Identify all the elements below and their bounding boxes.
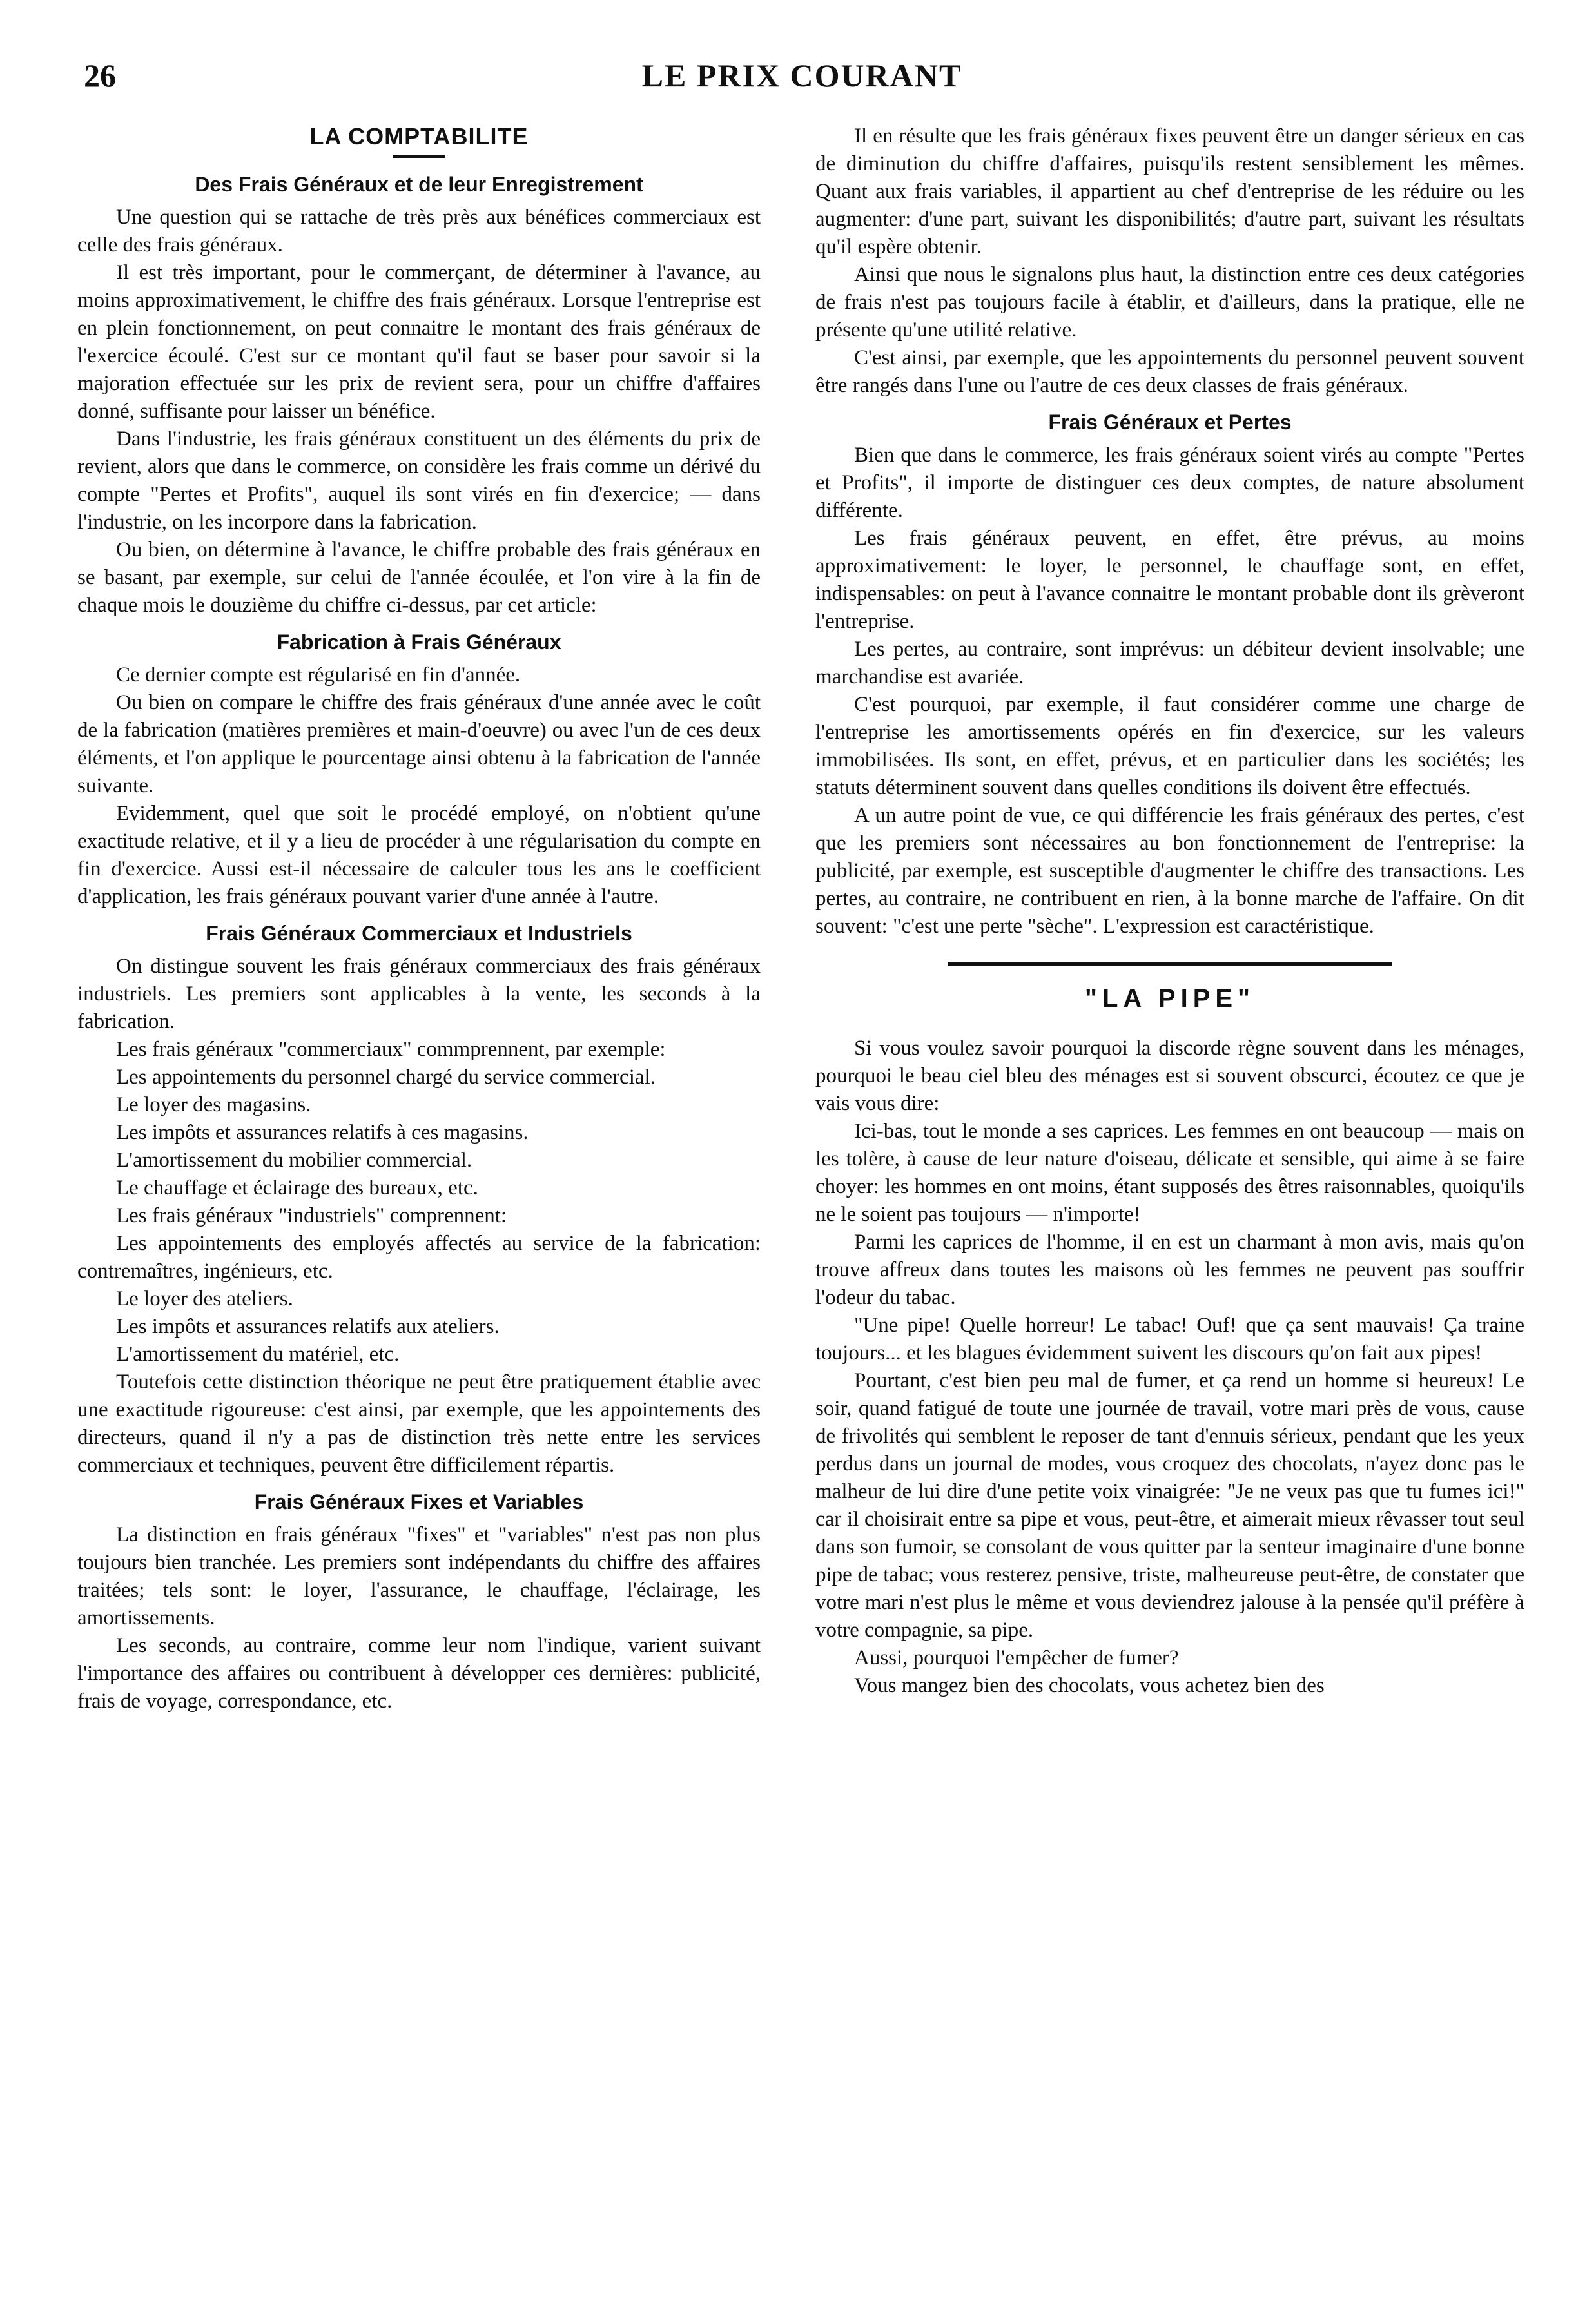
left-column: [77, 122, 761, 1715]
list-item: Les appointements des employés affectés au service de la fabrication: contremaîtres, ingénieurs, etc.: [77, 1232, 761, 1283]
page-header: [84, 57, 1520, 102]
paragraph: La distinction en frais généraux "fixes" et "variables" n'est pas non plus toujours bien tranchée. Les premiers sont indépendants du chiffre des affaires traitées; tels sont: le loyer, l'assurance, le chauffage, l'éclairage, les amortissements.: [77, 1523, 761, 1630]
paragraph: C'est pourquoi, par exemple, il faut considérer comme une charge de l'entreprise les amortissements opérés en fin d'exercice, sur les valeurs immobilisées. Ils sont, en effet, prévus, et en particulier dans les sociétés; les statuts déterminent souvent dans quelles conditions ils doivent être effectués.: [815, 693, 1524, 799]
section-heading-commerciaux: Frais Généraux Commerciaux et Industriels: [206, 922, 632, 945]
paragraph: Vous mangez bien des chocolats, vous achetez bien des: [854, 1674, 1325, 1697]
paragraph: Ou bien on compare le chiffre des frais généraux d'une année avec le coût de la fabrication (matières premières et main-d'oeuvre) ou avec l'un de ces deux éléments, et l'on applique le pourcentage ainsi obtenu à la fabrication de l'année suivante.: [77, 691, 761, 797]
paragraph: Une question qui se rattache de très près aux bénéfices commerciaux est celle des frais généraux.: [77, 206, 761, 257]
section-heading-fixes: Frais Généraux Fixes et Variables: [254, 1490, 584, 1514]
paragraph: Les pertes, au contraire, sont imprévus: un débiteur devient insolvable; une marchandise est avariée.: [815, 638, 1524, 688]
list-item: Les appointements du personnel chargé du service commercial.: [116, 1066, 656, 1089]
section-heading-pertes: Frais Généraux et Pertes: [1048, 411, 1292, 434]
page-number: 26: [84, 57, 116, 93]
paragraph: Bien que dans le commerce, les frais généraux soient virés au compte "Pertes et Profits", il importe de distinguer ces deux comptes, de nature absolument différente.: [815, 443, 1524, 522]
list-item: L'amortissement du mobilier commercial.: [116, 1149, 472, 1172]
paragraph: Les frais généraux peuvent, en effet, être prévus, au moins approximativement: le loyer, le personnel, le chauffage sont, en effet, indispensables: on peut à l'avance connaitre le montant probable dont ils grèveront l'entreprise.: [815, 527, 1524, 633]
paragraph: Toutefois cette distinction théorique ne peut être pratiquement établie avec une exactitude rigoureuse: c'est ainsi, par exemple, que les appointements des directeurs, quand il n'y a pas de distinction très nette entre les services commerciaux et techniques, peuvent être difficilement répartis.: [77, 1370, 761, 1477]
list-item: Les frais généraux "industriels" comprennent:: [116, 1204, 507, 1227]
paragraph: Ce dernier compte est régularisé en fin d'année.: [116, 663, 521, 686]
paragraph: Ici-bas, tout le monde a ses caprices. Les femmes en ont beaucoup — mais on les tolère, à cause de leur nature d'oiseau, délicate et sensible, qui aime à se faire choyer: les hommes en ont moins, étant supposés des êtres raisonnables, quoiqu'ils ne le soient pas toujours — n'importe!: [815, 1120, 1524, 1226]
paragraph: "Une pipe! Quelle horreur! Le tabac! Ouf! que ça sent mauvais! Ça traine toujours... et les blagues évidemment suivent les discours qu'on fait aux pipes!: [815, 1314, 1524, 1365]
list-item: Le loyer des magasins.: [116, 1093, 311, 1116]
paragraph: Si vous voulez savoir pourquoi la discorde règne souvent dans les ménages, pourquoi le beau ciel bleu des ménages est si souvent obscurci, écoutez ce que je vais vous dire:: [815, 1037, 1524, 1115]
title-rule: [393, 155, 445, 158]
paragraph: Ainsi que nous le signalons plus haut, la distinction entre ces deux catégories de frais n'est pas toujours facile à établir, et d'ailleurs, dans la pratique, elle ne présente qu'une utilité relative.: [815, 263, 1524, 342]
pipe-article-title: "LA PIPE": [1084, 984, 1256, 1013]
paragraph: Les frais généraux "commerciaux" commprennent, par exemple:: [116, 1038, 666, 1061]
paragraph: Aussi, pourquoi l'empêcher de fumer?: [854, 1646, 1179, 1669]
paragraph: Parmi les caprices de l'homme, il en est un charmant à mon avis, mais qu'on trouve affreux dans toutes les maisons où les femmes ne peuvent pas souffrir l'odeur du tabac.: [815, 1231, 1524, 1309]
list-item: Le chauffage et éclairage des bureaux, etc.: [116, 1176, 478, 1200]
list-item: L'amortissement du matériel, etc.: [116, 1343, 400, 1366]
right-column: [815, 122, 1524, 1700]
article-subtitle: Des Frais Généraux et de leur Enregistrement: [195, 173, 643, 196]
article-title: LA COMPTABILITE: [309, 123, 529, 150]
paragraph: Pourtant, c'est bien peu mal de fumer, et ça rend un homme si heureux! Le soir, quand fatigué de toute une journée de travail, votre mari près de vous, cause de frivolités qui semblent le reposer de tant d'ennuis sérieux, pendant que les yeux perdus dans un journal de modes, vous croquez des chocolats, n'ayez donc pas le malheur de lui dire d'une petite voix vinaigrée: "Je ne veux pas que tu fumes ici!" car il choisirait entre sa pipe et vous, peut-être, et aimerait mieux rêvasser tout seul dans son fumoir, se consolant de vous quitter par la senteur imaginaire d'une bonne pipe de tabac; vous resterez pensive, triste, malheureuse peut-être, de constater que votre mari n'est plus le même et vous deviendrez jalouse à la pensée qu'il préfère à votre compagnie, sa pipe.: [815, 1369, 1524, 1642]
section-heading-fabrication: Fabrication à Frais Généraux: [277, 630, 561, 654]
paragraph: Evidemment, quel que soit le procédé employé, on n'obtient qu'une exactitude relative, et il y a lieu de procéder à une régularisation du compte en fin d'exercice. Aussi est-il nécessaire de calculer tous les ans le coefficient d'application, les frais généraux pouvant varier d'une année à l'autre.: [77, 802, 761, 908]
list-item: Les impôts et assurances relatifs aux ateliers.: [116, 1315, 500, 1338]
paragraph: Ou bien, on détermine à l'avance, le chiffre probable des frais généraux en se basant, par exemple, sur celui de l'année écoulée, et l'on vire à la fin de chaque mois le douzième du chiffre ci-dessus, par cet article:: [77, 538, 761, 617]
list-item: Le loyer des ateliers.: [116, 1287, 293, 1310]
paragraph: On distingue souvent les frais généraux commerciaux des frais généraux industriels. Les premiers sont applicables à la vente, les seconds à la fabrication.: [77, 955, 761, 1033]
paragraph: Les seconds, au contraire, comme leur nom l'indique, varient suivant l'importance des affaires ou contribuent à développer ces dernières: publicité, frais de voyage, correspondance, etc.: [77, 1634, 761, 1713]
paragraph: Dans l'industrie, les frais généraux constituent un des éléments du prix de revient, alors que dans le commerce, on considère les frais comme un dérivé du compte "Pertes et Profits", auquel ils sont virés en fin d'exercice; — dans l'industrie, on les incorpore dans la fabrication.: [77, 427, 761, 534]
paragraph: Il est très important, pour le commerçant, de déterminer à l'avance, au moins approximativement, le chiffre des frais généraux. Lorsque l'entreprise est en plein fonctionnement, on peut connaitre le montant des frais généraux de l'exercice écoulé. C'est sur ce montant qu'il faut se baser pour savoir si la majoration effectuée sur les prix de revient sera, pour un chiffre d'affaires donné, suffisante pour laisser un bénéfice.: [77, 261, 761, 423]
paragraph: Il en résulte que les frais généraux fixes peuvent être un danger sérieux en cas de diminution du chiffre d'affaires, puisqu'ils restent sensiblement les mêmes. Quant aux frais variables, il appartient au chef d'entreprise de les réduire ou les augmenter: d'une part, suivant les disponibilités; d'autre part, suivant les résultats qu'il espère obtenir.: [815, 124, 1524, 258]
section-divider-rule: [948, 962, 1392, 966]
list-item: Les impôts et assurances relatifs à ces magasins.: [116, 1121, 529, 1144]
paragraph: C'est ainsi, par exemple, que les appointements du personnel peuvent souvent être rangés dans l'une ou l'autre de ces deux classes de frais généraux.: [815, 346, 1524, 397]
paragraph: A un autre point de vue, ce qui différencie les frais généraux des pertes, c'est que les premiers sont nécessaires au bon fonctionnement de l'entreprise: la publicité, par exemple, est susceptible d'augmenter le chiffre des transactions. Les pertes, au contraire, ne contribuent en rien, à la bonne marche de l'affaire. On dit souvent: "c'est une perte "sèche". L'expression est caractéristique.: [815, 804, 1524, 938]
journal-title: LE PRIX COURANT: [641, 57, 962, 93]
